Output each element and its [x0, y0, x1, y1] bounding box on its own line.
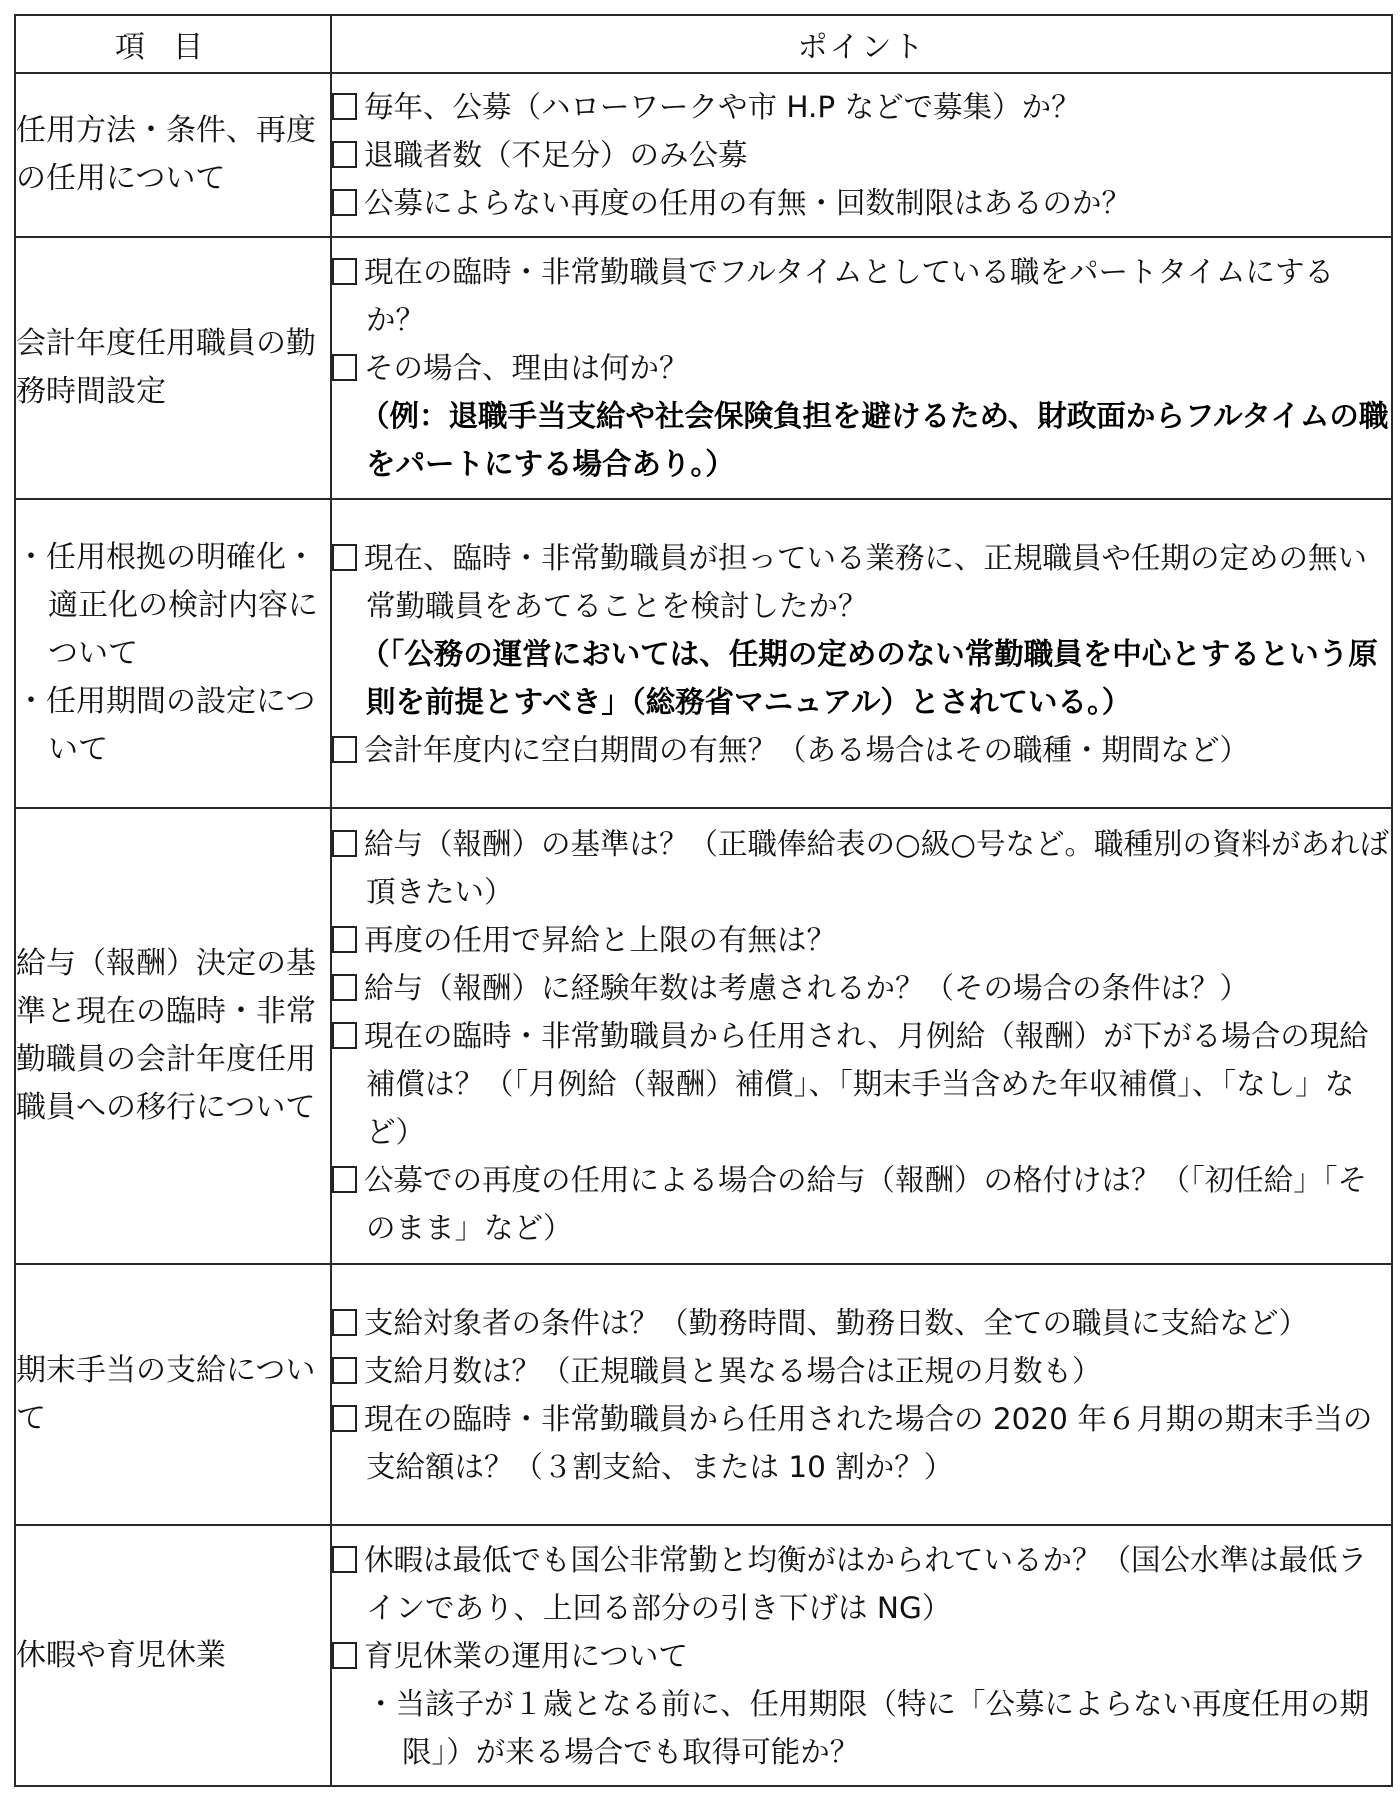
checkbox-icon[interactable]	[332, 974, 357, 1001]
item-cell: 期末手当の支給について	[15, 1264, 331, 1525]
item-cell: ・任用根拠の明確化・適正化の検討内容について ・任用期間の設定について	[15, 499, 331, 808]
item-cell: 会計年度任用職員の勤務時間設定	[15, 237, 331, 499]
table-row	[15, 499, 1392, 808]
checkbox-icon[interactable]	[332, 1357, 357, 1384]
checklist-item[interactable]: 毎年、公募（ハローワークや市 H.P などで募集）か？	[332, 83, 1391, 131]
sub-bullet: ・当該子が１歳となる前に、任用期限（特に「公募によらない再度任用の期限」）が来る場合でも取得可能か？	[366, 1686, 1370, 1769]
checkbox-icon[interactable]	[332, 258, 357, 285]
checklist-item[interactable]: 休暇は最低でも国公非常勤と均衡がはかられているか？（国公水準は最低ラインであり、上回る部分の引き下げは NG）	[332, 1536, 1391, 1632]
checklist-item[interactable]: 公募での再度の任用による場合の給与（報酬）の格付けは？（「初任給」「そのまま」など）	[332, 1156, 1391, 1252]
checkbox-icon[interactable]	[332, 141, 357, 168]
points-cell	[331, 73, 1392, 237]
checklist-item[interactable]: 再度の任用で昇給と上限の有無は？	[332, 916, 1391, 964]
table-row	[15, 237, 1392, 499]
checkbox-icon[interactable]	[332, 830, 357, 857]
checklist-item[interactable]: 公募によらない再度の任用の有無・回数制限はあるのか？	[332, 179, 1391, 227]
checkbox-icon[interactable]	[332, 1309, 357, 1336]
checkbox-icon[interactable]	[332, 926, 357, 953]
points-cell	[331, 499, 1392, 808]
checklist-table	[14, 14, 1393, 1787]
checklist-item[interactable]: 退職者数（不足分）のみ公募	[332, 131, 1391, 179]
checkbox-icon[interactable]	[332, 1546, 357, 1573]
checkbox-icon[interactable]	[332, 544, 357, 571]
table-row	[15, 73, 1392, 237]
checkbox-icon[interactable]	[332, 93, 357, 120]
checkbox-icon[interactable]	[332, 1022, 357, 1049]
table-row	[15, 808, 1392, 1264]
checklist-item[interactable]: 現在、臨時・非常勤職員が担っている業務に、正規職員や任期の定めの無い常勤職員をあてることを検討したか？	[332, 534, 1391, 630]
table-row	[15, 1264, 1392, 1525]
checklist-item[interactable]: 現在の臨時・非常勤職員から任用され、月例給（報酬）が下がる場合の現給補償は？（「月例給（報酬）補償」、「期末手当含めた年収補償」、「なし」など）	[332, 1012, 1391, 1156]
checklist-item[interactable]: 給与（報酬）に経験年数は考慮されるか？（その場合の条件は？）	[332, 964, 1391, 1012]
item-cell: 任用方法・条件、再度の任用について	[15, 73, 331, 237]
points-cell	[331, 237, 1392, 499]
checklist-item[interactable]: その場合、理由は何か？	[332, 344, 1391, 392]
checklist-item[interactable]: 会計年度内に空白期間の有無？（ある場合はその職種・期間など）	[332, 726, 1391, 774]
checklist-item[interactable]: 現在の臨時・非常勤職員でフルタイムとしている職をパートタイムにするか？	[332, 248, 1391, 344]
header-item: 項目	[15, 15, 331, 73]
checkbox-icon[interactable]	[332, 354, 357, 381]
header-row	[15, 15, 1392, 73]
points-cell	[331, 808, 1392, 1264]
checklist-item[interactable]: 支給月数は？（正規職員と異なる場合は正規の月数も）	[332, 1347, 1391, 1395]
points-cell	[331, 1264, 1392, 1525]
checklist-item[interactable]: 支給対象者の条件は？（勤務時間、勤務日数、全ての職員に支給など）	[332, 1299, 1391, 1347]
checkbox-icon[interactable]	[332, 1405, 357, 1432]
checkbox-icon[interactable]	[332, 1166, 357, 1193]
item-cell: 休暇や育児休業	[15, 1525, 331, 1786]
checkbox-icon[interactable]	[332, 189, 357, 216]
note-text: （「公務の運営においては、任期の定めのない常勤職員を中心とするという原則を前提とすべき」（総務省マニュアル）とされている。）	[360, 636, 1378, 719]
checkbox-icon[interactable]	[332, 1642, 357, 1669]
checklist-item[interactable]: 給与（報酬）の基準は？（正職俸給表の○級○号など。職種別の資料があれば頂きたい）	[332, 820, 1391, 916]
header-points: ポイント	[331, 15, 1392, 73]
checklist-item[interactable]: 育児休業の運用について	[332, 1632, 1391, 1680]
item-cell: 給与（報酬）決定の基準と現在の臨時・非常勤職員の会計年度任用職員への移行について	[15, 808, 331, 1264]
checkbox-icon[interactable]	[332, 736, 357, 763]
points-cell	[331, 1525, 1392, 1786]
checklist-item[interactable]: 現在の臨時・非常勤職員から任用された場合の 2020 年６月期の期末手当の支給額は？（３割支給、または 10 割か？）	[332, 1395, 1391, 1491]
note-text: （例：退職手当支給や社会保険負担を避けるため、財政面からフルタイムの職をパートにする場合あり。）	[360, 399, 1389, 481]
table-row	[15, 1525, 1392, 1786]
